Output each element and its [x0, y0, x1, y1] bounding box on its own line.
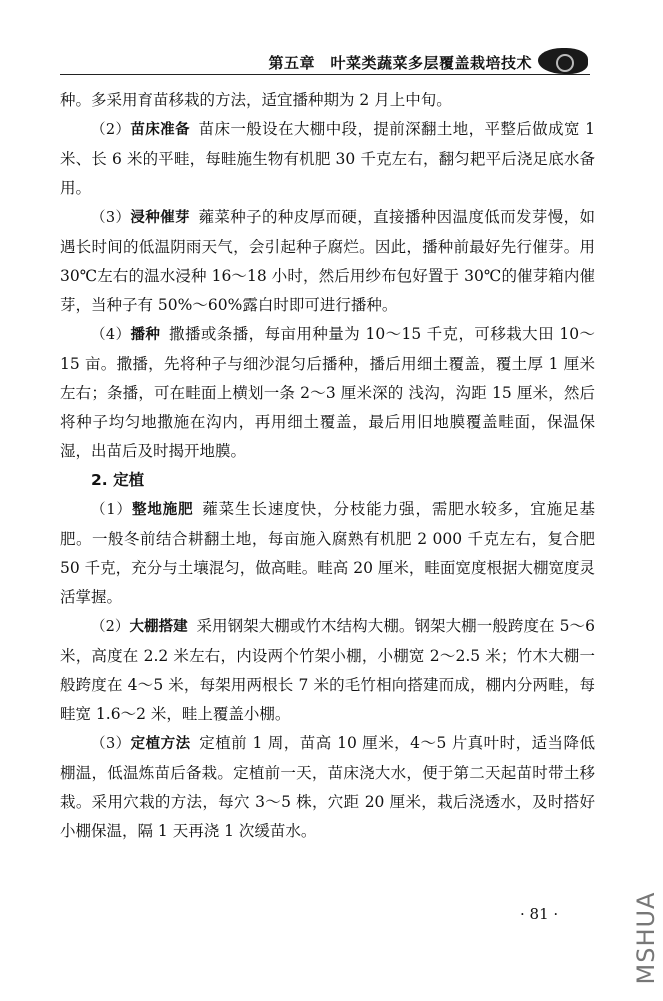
- paragraph-planting: [60, 729, 595, 846]
- item-text: 蕹菜种子的种皮厚而硬，直接播种因温度低而发芽慢，如遇长时间的低温阴雨天气，会引起种子腐烂。因此，播种前最好先行催芽。用 30℃左右的温水浸种 16～18 小时，然后用纱布包好置于 30℃的催芽箱内催芽，当种子有 50%～60%露白时即可进行播种。: [60, 208, 596, 314]
- item-number: （3）: [91, 736, 131, 752]
- paragraph-soaking: [60, 203, 595, 320]
- header-ornament-icon: [538, 48, 588, 74]
- item-text: 苗床一般设在大棚中段，提前深翻土地，平整后做成宽 1 米、长 6 米的平畦，每畦施生物有机肥 30 千克左右，翻匀耙平后浇足底水备用。: [60, 120, 596, 197]
- item-keyword: 浸种催芽: [130, 209, 190, 226]
- section-heading: 2. 定植: [91, 471, 145, 489]
- running-header: [60, 48, 590, 76]
- paragraph-continuation: 种。多采用育苗移栽的方法，适宜播种期为 2 月上中旬。: [60, 91, 452, 109]
- item-number: （3）: [91, 210, 131, 226]
- item-text: 定植前 1 周，苗高 10 厘米，4～5 片真叶时，适当降低棚温，低温炼苗后备栽。定植前一天，苗床浇大水，便于第二天起苗时带土移栽。采用穴栽的方法，每穴 3～5 株，穴距 20 厘米，栽后浇透水，及时搭好小棚保温，隔 1 天再浇 1 次缓苗水。: [60, 734, 595, 840]
- watermark-text: MSHUA: [632, 891, 660, 985]
- page-number: · 81 ·: [520, 905, 559, 923]
- paragraph-seedbed: [60, 115, 595, 203]
- item-keyword: 苗床准备: [130, 121, 190, 138]
- item-text: 蕹菜生长速度快，分枝能力强，需肥水较多，宜施足基肥。一般冬前结合耕翻土地，每亩施入腐熟有机肥 2 000 千克左右，复合肥 50 千克，充分与土壤混匀，做高畦。畦高 20 厘米，畦面宽度根据大棚宽度灵活掌握。: [60, 500, 595, 606]
- item-number: （1）: [91, 502, 132, 518]
- item-number: （4）: [91, 327, 131, 343]
- item-text: 撒播或条播，每亩用种量为 10～15 千克，可移栽大田 10～15 亩。撒播，先将种子与细沙混匀后播种，播后用细土覆盖，覆土厚 1 厘米左右；条播，可在畦面上横划一条 2～3 厘米深的 浅沟，沟距 15 厘米，然后将种子均匀地撒施在沟内，再用细土覆盖，最后用旧地膜覆盖畦面，保温保湿，出苗后及时揭开地膜。: [60, 325, 596, 460]
- chapter-title: 第五章 叶菜类蔬菜多层覆盖栽培技术: [268, 54, 532, 72]
- page-body: [60, 86, 595, 846]
- watermark: [632, 880, 660, 995]
- paragraph-greenhouse: [60, 612, 595, 729]
- item-keyword: 播种: [130, 326, 161, 343]
- paragraph-sowing: [60, 320, 595, 466]
- header-rule: [60, 74, 590, 75]
- item-keyword: 大棚搭建: [129, 618, 188, 635]
- item-text: 采用钢架大棚或竹木结构大棚。钢架大棚一般跨度在 5～6 米，高度在 2.2 米左右，内设两个竹架小棚，小棚宽 2～2.5 米；竹木大棚一般跨度在 4～5 米，每架用两根长 7 米的毛竹相向搭建而成，棚内分两畦，每畦宽 1.6～2 米，畦上覆盖小棚。: [60, 617, 595, 723]
- item-keyword: 整地施肥: [131, 501, 194, 518]
- item-number: （2）: [91, 619, 130, 635]
- item-keyword: 定植方法: [130, 735, 191, 752]
- item-number: （2）: [91, 122, 131, 138]
- paragraph-fertilizing: [60, 495, 595, 612]
